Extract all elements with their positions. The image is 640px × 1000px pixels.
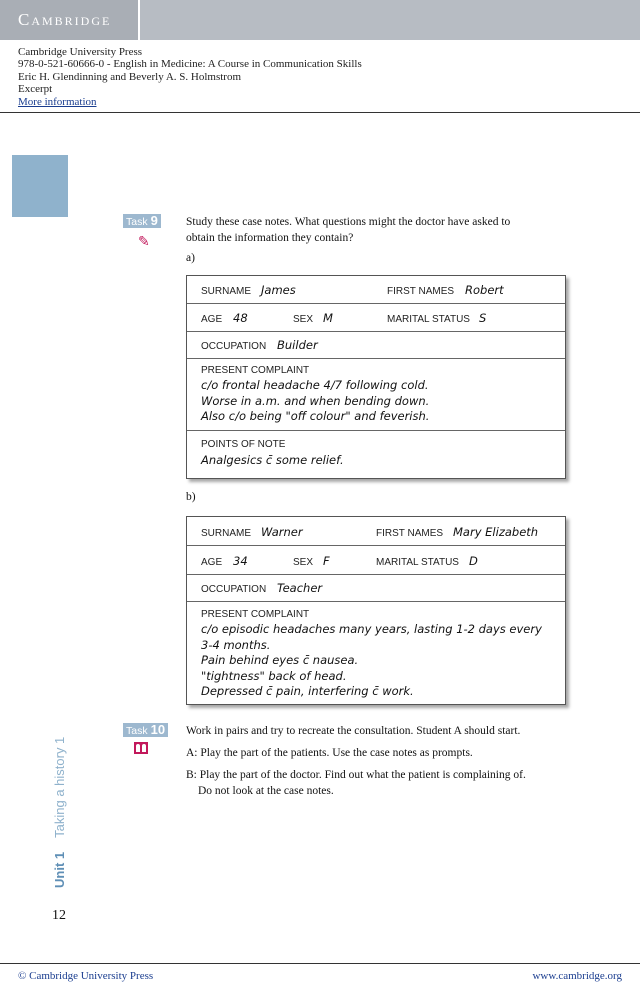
book-meta (18, 46, 362, 108)
form-b-row-complaint (187, 602, 565, 704)
form-a-row-age (187, 304, 565, 332)
first-names-value: Robert (465, 283, 504, 297)
form-b-row-names (187, 517, 565, 546)
excerpt-label: Excerpt (18, 83, 53, 96)
unit-sidebar (52, 737, 67, 888)
marital-status-value: D (469, 554, 478, 568)
surname-value: Warner (261, 525, 303, 539)
case-notes-form-a (186, 275, 566, 479)
footer-divider (0, 963, 640, 964)
occupation-value: Teacher (277, 581, 323, 595)
task10-label: Task 10 (123, 723, 168, 737)
sex-value: F (323, 554, 330, 568)
points-of-note-label: POINTS OF NOTE (201, 439, 286, 450)
present-complaint-label: PRESENT COMPLAINT (201, 365, 310, 376)
decorative-square (12, 155, 68, 217)
form-a-row-occupation (187, 332, 565, 359)
sex-value: M (323, 311, 333, 325)
marital-status-label: MARITAL STATUS (376, 557, 459, 568)
isbn-title: 978-0-521-60666-0 - English in Medicine: A Course in Communication Skills (18, 58, 362, 71)
first-names-label: FIRST NAMES (387, 286, 455, 297)
present-complaint-label: PRESENT COMPLAINT (201, 609, 310, 620)
task10-instructions: Work in pairs and try to recreate the consultation. Student A should start. A: Play the part of the patients. Use the case notes as prompts. B: Play the part of the doctor. Find out what the patient is complaining of. Do not look at the case notes. (186, 725, 526, 797)
case-notes-form-b (186, 516, 566, 705)
form-b-row-occupation (187, 575, 565, 602)
form-a-row-complaint (187, 359, 565, 431)
age-value: 48 (233, 311, 248, 325)
part-a-label: a) (186, 252, 195, 264)
occupation-label: OCCUPATION (201, 584, 267, 595)
unit-title: Taking a history 1 (52, 736, 67, 838)
surname-label: SURNAME (201, 286, 252, 297)
page-number: 12 (52, 908, 66, 923)
footer-url-link[interactable]: www.cambridge.org (532, 970, 622, 982)
complaint-notes: c/o frontal headache 4/7 following cold. Worse in a.m. and when bending down. Also c/o being "off colour" and feverish. (201, 378, 430, 423)
unit-number: Unit 1 (52, 851, 67, 888)
footer-copyright: © Cambridge University Press (18, 970, 154, 982)
sex-label: SEX (293, 557, 314, 568)
surname-label: SURNAME (201, 528, 252, 539)
first-names-value: Mary Elizabeth (453, 525, 539, 539)
age-label: AGE (201, 557, 223, 568)
form-a-row-points (187, 431, 565, 478)
pencil-icon: ✎ (138, 234, 150, 250)
header-banner (0, 0, 640, 40)
age-label: AGE (201, 314, 223, 325)
complaint-notes: c/o episodic headaches many years, lasting 1-2 days every 3-4 months. Pain behind eyes c̄ nausea. "tightness" back of head. Depressed c̄ pain, interfering c̄ work. (201, 622, 542, 698)
part-b-label: b) (186, 491, 196, 503)
marital-status-value: S (479, 311, 487, 325)
publisher: Cambridge University Press (18, 46, 143, 58)
brand-box (0, 0, 140, 40)
task9-instruction: Study these case notes. What questions might the doctor have asked to obtain the information they contain? (186, 216, 511, 244)
more-information-link[interactable]: More information (18, 95, 97, 108)
sex-label: SEX (293, 314, 314, 325)
pair-work-icon (134, 742, 148, 754)
points-of-note-value: Analgesics c̄ some relief. (201, 453, 344, 467)
header-divider (0, 112, 640, 113)
first-names-label: FIRST NAMES (376, 528, 444, 539)
task9-label: Task 9 (123, 214, 161, 228)
surname-value: James (261, 283, 296, 297)
authors: Eric H. Glendinning and Beverly A. S. Holmstrom (18, 70, 242, 83)
occupation-label: OCCUPATION (201, 341, 267, 352)
form-b-row-age (187, 546, 565, 575)
brand-logo: Cambridge (18, 10, 112, 29)
marital-status-label: MARITAL STATUS (387, 314, 470, 325)
form-a-row-names (187, 276, 565, 304)
age-value: 34 (233, 554, 248, 568)
occupation-value: Builder (277, 338, 318, 352)
